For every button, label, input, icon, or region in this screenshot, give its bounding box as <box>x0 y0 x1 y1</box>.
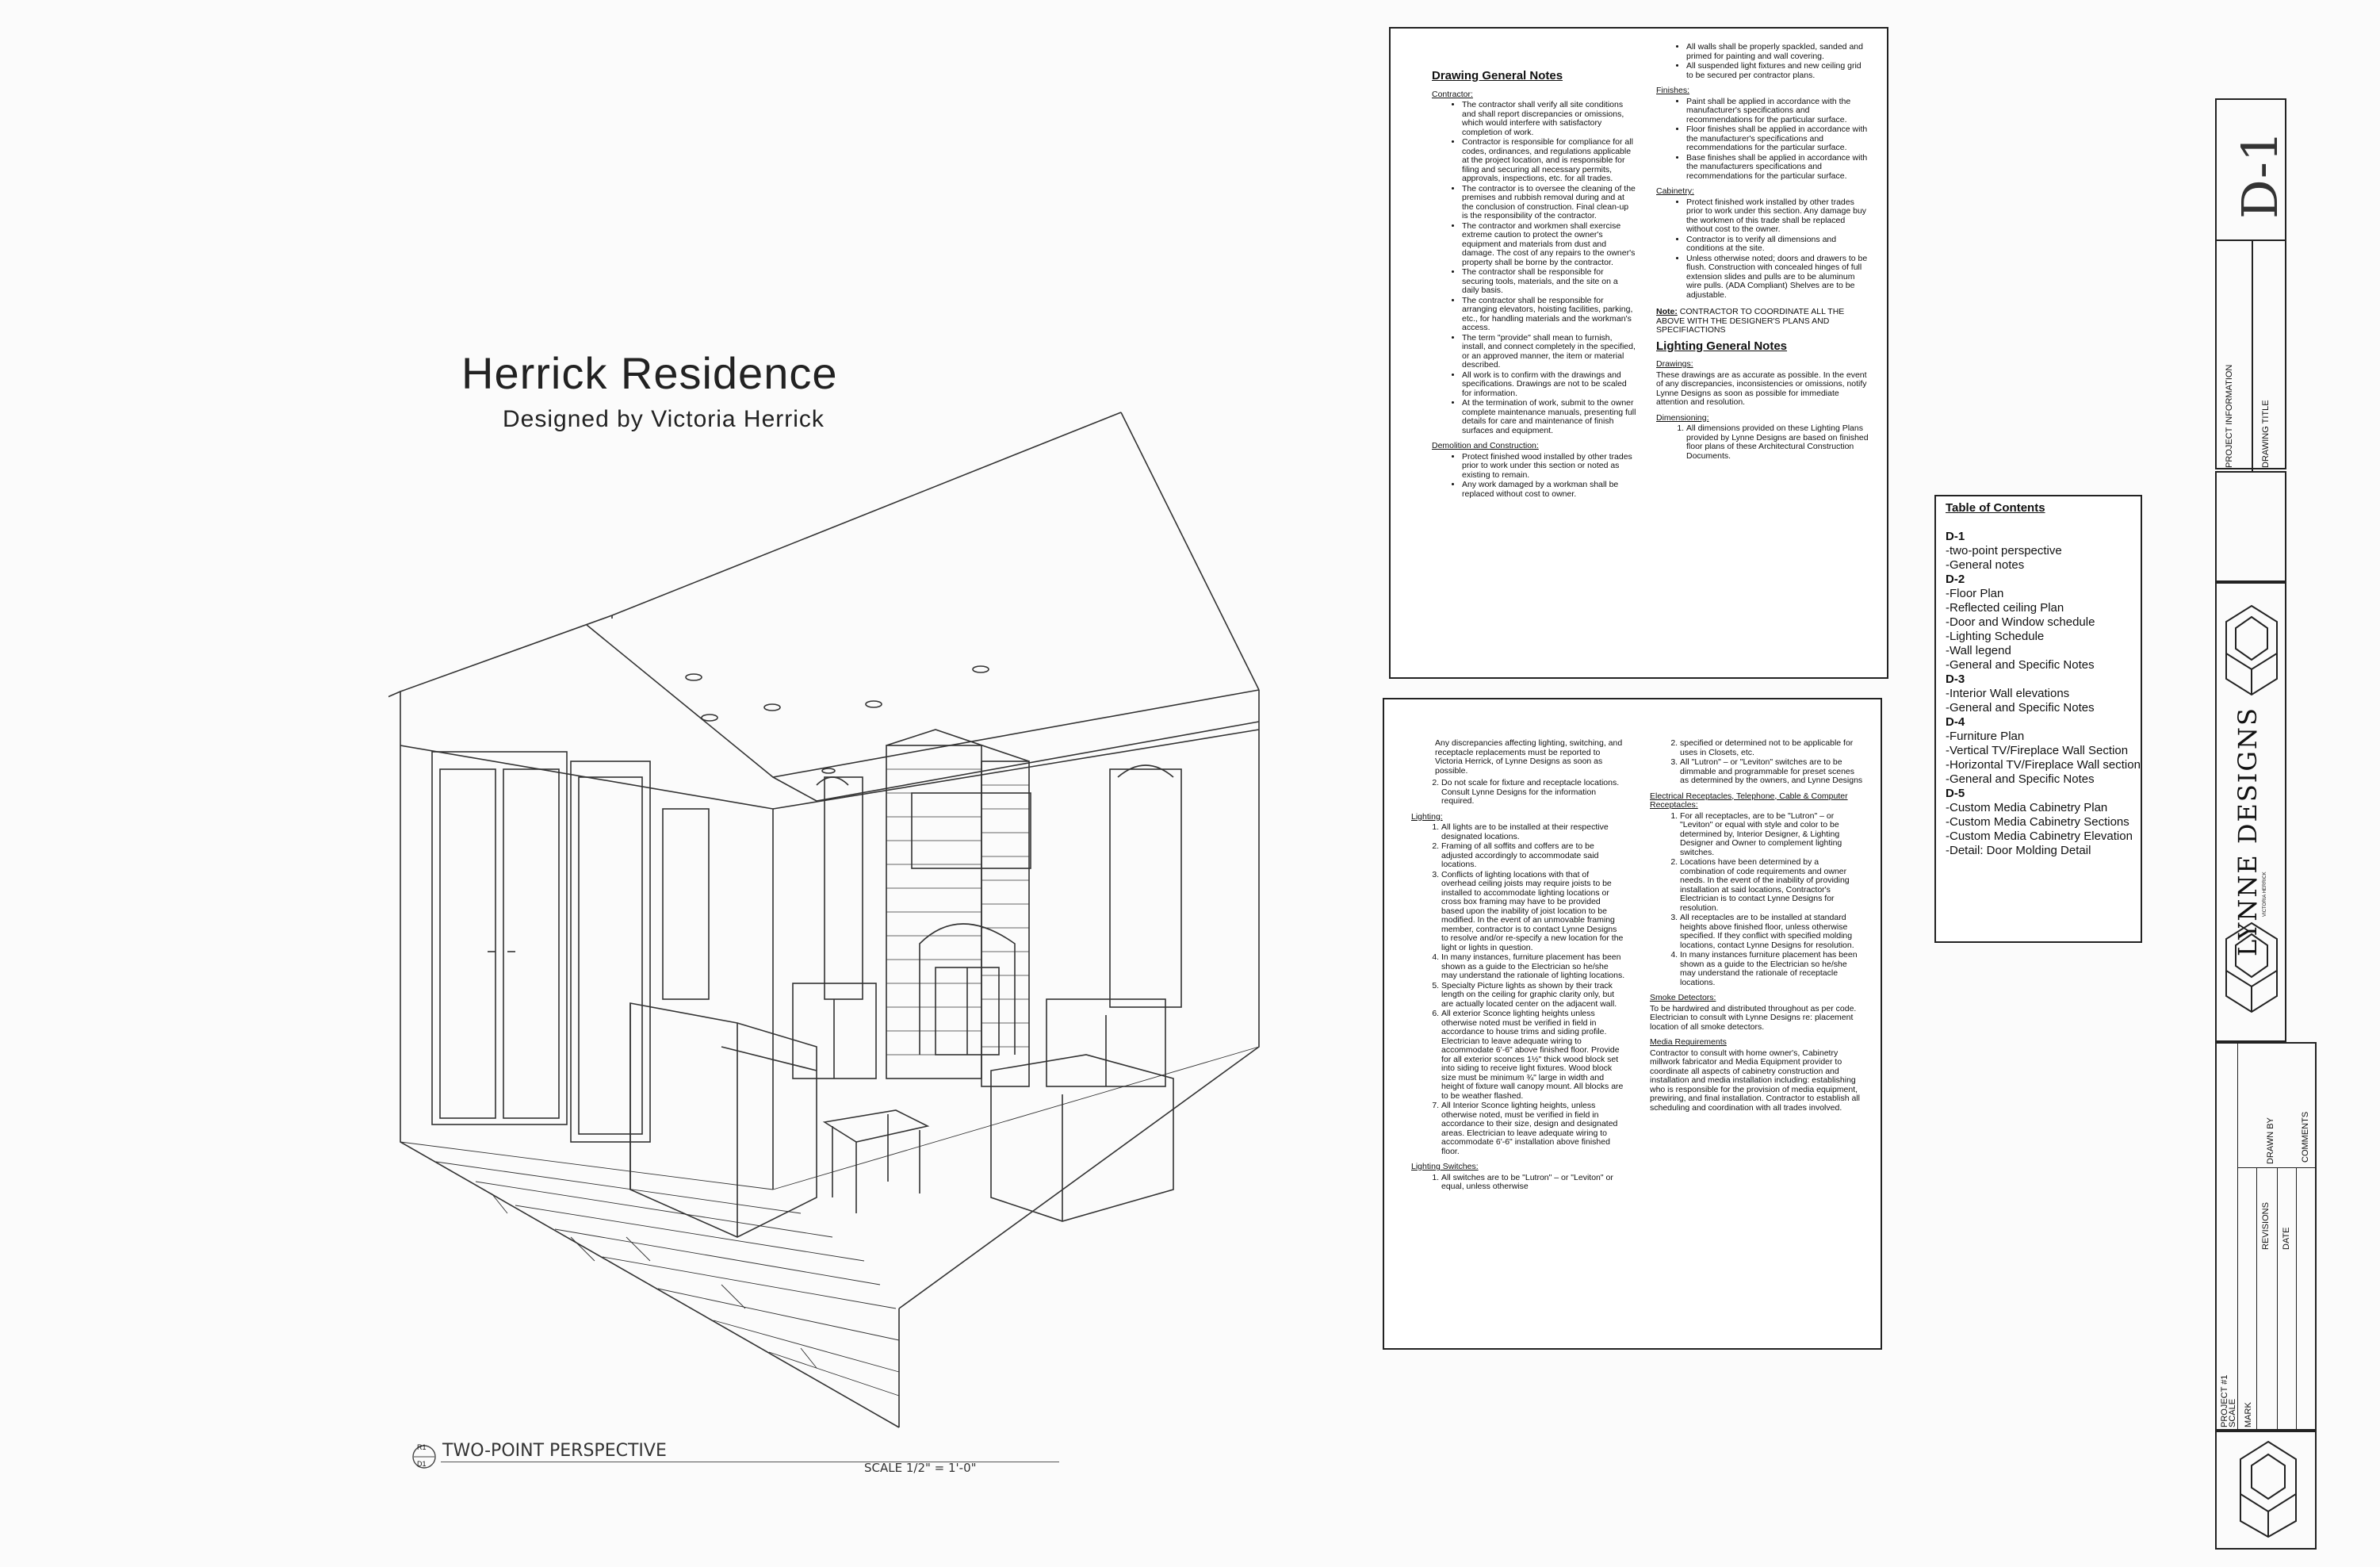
media-text: Contractor to consult with home owner's, Cabinetry millwork fabricator and Media Equipment provider to coordinate all aspects of cabinetry construction and installation and media installation including: establishing who is responsible for the provision of media equipment, prewiring, and final installation. Contractor to establish all scheduling and coordination with all trades involved. <box>1650 1048 1860 1113</box>
list-item: 1. All dimensions provided on these Lighting Plans provided by Lynne Designs are based on finished floor plans of these Architectural Construction Documents. <box>1686 424 1870 461</box>
project-information-label: PROJECT INFORMATION <box>2225 364 2234 468</box>
list-item: • The contractor shall be responsible for securing tools, materials, and the site on a daily basis. <box>1462 268 1636 296</box>
list-item: 1. All switches are to be "Lutron" – or "Leviton" or equal, unless otherwise <box>1441 1174 1625 1192</box>
note-label: Note: <box>1656 307 1678 316</box>
list-item: • The contractor shall verify all site conditions and shall report discrepancies or omissions, which would interfere with satisfactory completion of work. <box>1462 101 1636 137</box>
list-item: 1. All lights are to be installed at their respective designated locations. <box>1441 823 1625 841</box>
toc-item: -General and Specific Notes <box>1946 658 2095 672</box>
comments-label: COMMENTS <box>2301 1111 2310 1163</box>
drawn-by-label: DRAWN BY <box>2266 1117 2275 1164</box>
reference-bottom: D1 <box>417 1460 427 1468</box>
sheet-number: D-1 <box>2231 130 2289 219</box>
contractor-list <box>1432 101 1636 435</box>
receptacles-list <box>1650 812 1864 988</box>
toc-item: -General and Specific Notes <box>1946 701 2095 715</box>
revisions-box <box>2215 1042 2317 1431</box>
list-item: • Base finishes shall be applied in accordance with the manufacturers specifications and recommendations for the particular surface. <box>1686 154 1870 182</box>
lighting-notes-heading: Lighting General Notes <box>1656 339 1788 353</box>
list-item: 2. Framing of all soffits and coffers are to be adjusted accordingly to accommodate said locations. <box>1441 842 1625 870</box>
table-of-contents <box>1934 495 2142 943</box>
lighting-list-2 <box>1411 779 1625 806</box>
divider <box>2296 1167 2297 1432</box>
divider <box>2256 1167 2257 1432</box>
toc-item: -Vertical TV/Fireplace Wall Section <box>1946 744 2129 757</box>
finishes-label: Finishes: <box>1656 86 1690 95</box>
drawing-general-notes <box>1389 27 1888 679</box>
list-item: 2. Do not scale for fixture and receptacle locations. Consult Lynne Designs for the information required. <box>1441 779 1625 806</box>
blank-box <box>2215 471 2286 582</box>
project-number-label: PROJECT #1 <box>2220 1374 2229 1427</box>
list-item: 5. Specialty Picture lights as shown by their track length on the ceiling for graphic clarity only, but are actually located center on the adjacent wall. <box>1441 982 1625 1010</box>
list-item: • The contractor is to oversee the cleaning of the premises and rubbish removal during and at the conclusion of construction. Final clean-up is the responsibility of the contractor. <box>1462 185 1636 221</box>
toc-item: -Door and Window schedule <box>1946 615 2095 629</box>
cabinetry-list <box>1656 198 1870 301</box>
date-label: DATE <box>2282 1227 2291 1250</box>
divider <box>2277 1167 2278 1432</box>
brand-name: LYNNE DESIGNS <box>2233 707 2263 956</box>
drawing-title-label: DRAWING TITLE <box>2261 400 2271 468</box>
list-item: • The contractor and workmen shall exercise extreme caution to protect the owner's equipment and materials from dust and damage. The cost of any repairs to the owner's property shall be borne by the contractor. <box>1462 222 1636 268</box>
lighting-intro: Any discrepancies affecting lighting, switching, and receptacle replacements must be reported to Victoria Herrick, of Lynne Designs as soon as possible. <box>1435 738 1623 776</box>
list-item: • All work is to confirm with the drawings and specifications. Drawings are not to be scaled for information. <box>1462 371 1636 399</box>
hexagon-logo-icon <box>2233 1435 2304 1546</box>
list-item: 4. In many instances furniture placement has been shown as a guide to the Electrician so he/she may understand the rationale of receptacle locations. <box>1680 951 1864 987</box>
toc-title: Table of Contents <box>1946 501 2045 515</box>
media-label: Media Requirements <box>1650 1037 1727 1047</box>
lighting-list <box>1411 823 1625 1156</box>
toc-item: -Custom Media Cabinetry Sections <box>1946 815 2129 829</box>
two-point-perspective-drawing <box>388 397 1292 1443</box>
list-item: • Any work damaged by a workman shall be replaced without cost to owner. <box>1462 481 1636 499</box>
toc-item: -Floor Plan <box>1946 587 2004 600</box>
list-item: • Protect finished wood installed by other trades prior to work under this section or noted as existing to remain. <box>1462 453 1636 481</box>
switches-label: Lighting Switches: <box>1411 1162 1479 1171</box>
contractor-label: Contractor: <box>1432 89 1473 99</box>
cabinetry-label: Cabinetry: <box>1656 186 1694 196</box>
designer-subtitle: Designed by Victoria Herrick <box>503 406 825 432</box>
project-info-box <box>2215 239 2286 469</box>
toc-section-d5 <box>1946 787 2141 858</box>
lighting-notes <box>1383 698 1882 1350</box>
list-item: • Contractor is to verify all dimensions and conditions at the site. <box>1686 236 1870 254</box>
divider <box>2252 241 2253 471</box>
list-item: 6. All exterior Sconce lighting heights unless otherwise noted must be verified in field in accordance to house trims and siding profile. Electrician to leave adequate wiring to accommodate 6'-6" above finished floor. Provide for all exterior sconces 1½" thick wood block set into siding to receive light fixtures. Wood block size must be minimum ¾" large in width and height of fixture wall canopy mount. All blocks are to be weather flashed. <box>1441 1010 1625 1101</box>
toc-section-code: D-3 <box>1946 672 1965 686</box>
toc-item: -Reflected ceiling Plan <box>1946 601 2064 615</box>
toc-item: -Horizontal TV/Fireplace Wall section <box>1946 758 2141 772</box>
divider <box>2237 1044 2238 1432</box>
drawing-reference-marker <box>412 1439 436 1475</box>
dimensioning-list <box>1656 424 1870 461</box>
toc-item: -Custom Media Cabinetry Elevation <box>1946 829 2133 843</box>
logo-box <box>2215 1431 2317 1550</box>
demolition-label: Demolition and Construction: <box>1432 441 1539 450</box>
list-item: • All walls shall be properly spackled, sanded and primed for painting and wall covering. <box>1686 43 1870 61</box>
toc-section-d1 <box>1946 530 2141 573</box>
list-item: 3. All "Lutron" – or "Leviton" switches are to be dimmable and programmable for preset scenes as determined by the owners, and Lynne Designs <box>1680 758 1864 786</box>
list-item: • All suspended light fixtures and new ceiling grid to be secured per contractor plans. <box>1686 62 1870 80</box>
list-item: 2. specified or determined not to be applicable for uses in Closets, etc. <box>1680 739 1864 757</box>
switches-list <box>1411 1174 1625 1192</box>
list-item: • At the termination of work, submit to the owner complete maintenance manuals, presenting full details for care and maintenance of finish surfaces and equipment. <box>1462 399 1636 435</box>
walls-list <box>1656 43 1870 80</box>
toc-section-d2 <box>1946 573 2141 672</box>
list-item: 7. All Interior Sconce lighting heights, unless otherwise noted, must be verified in field in accordance to their size, design and designated areas. Electrician to leave adequate wiring to accommodate 6'-6" installation above finished floor. <box>1441 1101 1625 1156</box>
list-item: 2. Locations have been determined by a combination of code requirements and owner needs. In the event of the inability of providing installation at said locations, Contractor's Electrician is to contact Lynne Designs for resolution. <box>1680 858 1864 913</box>
list-item: • Protect finished work installed by other trades prior to work under this section. Any damage buy the workmen of this trade shall be replaced without cost to the owner. <box>1686 198 1870 235</box>
smoke-label: Smoke Detectors: <box>1650 993 1716 1002</box>
dimensioning-label: Dimensioning: <box>1656 412 1709 423</box>
toc-section-code: D-5 <box>1946 787 1965 800</box>
toc-item: -Interior Wall elevations <box>1946 687 2070 700</box>
toc-item: -two-point perspective <box>1946 544 2062 557</box>
hexagon-logo-icon <box>2220 600 2283 718</box>
list-item: • The term "provide" shall mean to furnish, install, and connect completely in the specified, or an approved manner, the item or material described. <box>1462 334 1636 370</box>
drawing-scale: SCALE 1/2" = 1'-0" <box>864 1461 977 1475</box>
toc-item: -Lighting Schedule <box>1946 630 2045 643</box>
lighting-label: Lighting: <box>1411 811 1443 822</box>
general-notes-heading: Drawing General Notes <box>1432 69 1563 82</box>
smoke-text: To be hardwired and distributed throughout as per code. Electrician to consult with Lynne Designs re: placement location of all smoke detectors. <box>1650 1003 1857 1032</box>
drawing-caption: TWO-POINT PERSPECTIVE <box>442 1441 667 1461</box>
reference-top: R1 <box>417 1443 427 1451</box>
demolition-list <box>1432 453 1636 500</box>
hexagon-logo-icon <box>2220 917 2283 1036</box>
list-item: 3. Conflicts of lighting locations with that of overhead ceiling joists may require joists to be installed to accommodate lighting locations or cross box framing may have to be provided based upon the inability of joist location to be modified. In the event of an unmovable framing member, contractor is to contact Lynne Designs to resolve and/or re-specify a new location for the light or lights in question. <box>1441 871 1625 953</box>
toc-item: -General notes <box>1946 558 2025 572</box>
list-item: • Contractor is responsible for compliance for all codes, ordinances, and regulations applicable at the project location, and is responsible for filing and securing all necessary permits, approvals, inspections, etc. for all trades. <box>1462 138 1636 184</box>
list-item: • Unless otherwise noted; doors and drawers to be flush. Construction with concealed hinges of full extension slides and pulls are to be aluminum wire pulls. (ADA Compliant) Shelves are to be adjustable. <box>1686 255 1870 301</box>
scale-label: SCALE <box>2228 1398 2237 1427</box>
toc-item: -Custom Media Cabinetry Plan <box>1946 801 2108 814</box>
list-item: • The contractor shall be responsible for arranging elevators, hoisting facilities, parking, etc., for handling materials and the workman's access. <box>1462 297 1636 333</box>
toc-item: -Detail: Door Molding Detail <box>1946 844 2091 857</box>
sheet-number-box <box>2215 98 2289 247</box>
toc-section-code: D-2 <box>1946 573 1965 586</box>
list-item: • Paint shall be applied in accordance with the manufacturer's specifications and recommendations for the particular surface. <box>1686 98 1870 125</box>
receptacles-label: Electrical Receptacles, Telephone, Cable & Computer Receptacles: <box>1650 791 1848 810</box>
title-block <box>2185 19 2351 1557</box>
toc-section-d4 <box>1946 715 2141 787</box>
note-text: CONTRACTOR TO COORDINATE ALL THE ABOVE WITH THE DESIGNER'S PLANS AND SPECIFIACTIONS <box>1656 307 1845 335</box>
toc-item: -Furniture Plan <box>1946 730 2025 743</box>
brand-subtitle: VICTORIA HERRICK <box>2263 872 2267 917</box>
mark-label: MARK <box>2244 1402 2253 1427</box>
toc-item: -Wall legend <box>1946 644 2011 657</box>
toc-section-d3 <box>1946 672 2141 715</box>
toc-item: -General and Specific Notes <box>1946 772 2095 786</box>
finishes-list <box>1656 98 1870 182</box>
drawings-text: These drawings are as accurate as possible. In the event of any discrepancies, inconsistencies or omissions, notify Lynne Designs as soon as possible for immediate attention and resolution. <box>1656 370 1867 407</box>
switches-list-continued <box>1650 739 1864 786</box>
toc-section-code: D-4 <box>1946 715 1965 729</box>
drawings-label: Drawings: <box>1656 359 1693 369</box>
list-item: • Floor finishes shall be applied in accordance with the manufacturer's specifications and recommendations for the particular surface. <box>1686 125 1870 153</box>
list-item: 3. All receptacles are to be installed at standard heights above finished floor, unless otherwise specified. If they conflict with specified molding locations, contact Lynne Designs for resolution. <box>1680 914 1864 950</box>
project-title: Herrick Residence <box>461 348 838 398</box>
list-item: 1. For all receptacles, are to be "Lutron" – or "Leviton" or equal with style and color to be determined by, Interior Designer, & Lighting Designer and Owner to complement lighting switches. <box>1680 812 1864 858</box>
toc-section-code: D-1 <box>1946 530 1965 543</box>
brand-box <box>2215 582 2286 1042</box>
revisions-label: REVISIONS <box>2261 1202 2271 1250</box>
list-item: 4. In many instances, furniture placement has been shown as a guide to the Electrician so he/she may understand the rationale of lighting locations. <box>1441 953 1625 981</box>
